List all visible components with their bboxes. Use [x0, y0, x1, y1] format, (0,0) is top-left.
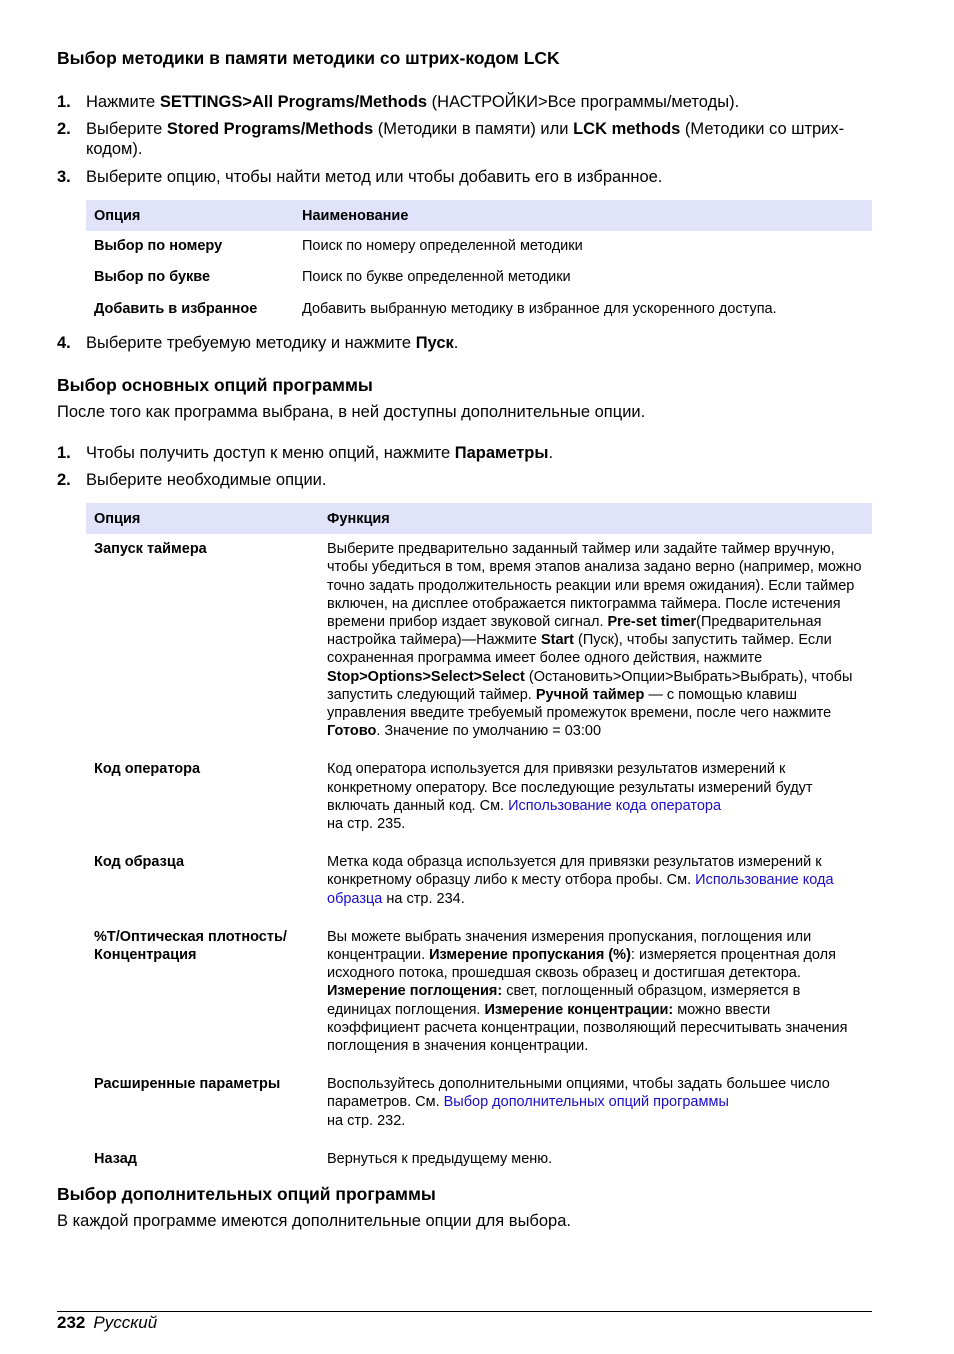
table-header-row: [86, 200, 872, 231]
method-options-table: [86, 200, 872, 325]
operator-code-link[interactable]: Использование кода оператора: [508, 797, 722, 814]
table-header-row: [86, 503, 872, 534]
step-1: 1. Чтобы получить доступ к меню опций, нажмите Параметры.: [57, 444, 554, 462]
step-3: 3. Выберите опцию, чтобы найти метод или чтобы добавить его в избранное.: [57, 168, 663, 186]
advanced-options-link[interactable]: Выбор дополнительных опций программы: [443, 1094, 729, 1111]
section-title-advanced-options: Выбор дополнительных опций программы: [57, 1184, 436, 1204]
step-2: 2. Выберите Stored Programs/Methods (Методики в памяти) или LCK methods (Методики со штрих-кодом).: [57, 120, 845, 158]
page-number: 232: [57, 1313, 86, 1332]
section-title-basic-options: Выбор основных опций программы: [57, 375, 373, 395]
table-row: Код образца Метка кода образца используется для привязки результатов измерений к конкретному образцу либо к месту отбора пробы. См. Использование кода образца на стр. 234.: [94, 854, 834, 907]
step-4: 4. Выберите требуемую методику и нажмите Пуск.: [57, 334, 459, 352]
column-header: Опция: [86, 200, 294, 231]
intro-paragraph: После того как программа выбрана, в ней доступны дополнительные опции.: [57, 403, 646, 421]
table-row: Выбор по номеру Поиск по номеру определенной методики: [94, 238, 583, 255]
table-row: Назад Вернуться к предыдущему меню.: [94, 1150, 553, 1167]
section-title-lck: Выбор методики в памяти методики со штрих-кодом LCK: [57, 48, 560, 68]
table-row: Выбор по букве Поиск по букве определенной методики: [94, 269, 571, 286]
footer-language: Русский: [93, 1313, 158, 1332]
intro-paragraph: В каждой программе имеются дополнительные опции для выбора.: [57, 1212, 571, 1230]
table-row: %T/Оптическая плотность/Концентрация Вы можете выбрать значения измерения пропускания, поглощения или концентрации. Измерение пропускания (%): измеряется процентная доля исходного потока, прошедшая сквозь образец и достигшая детектора. Измерение поглощения: свет, поглощенный образцом, измеряется в единицах поглощения. Измерение концентрации: можно ввести коэффициент расчета концентрации, позволяющий пересчитывать значения поглощения в значения концентрации.: [94, 928, 848, 1055]
column-header: Наименование: [294, 200, 872, 231]
footer-divider: [57, 1311, 872, 1312]
table-row: Код оператора Код оператора используется для привязки результатов измерений к конкретному оператору. Все последующие результаты измерений будут включать данный код. См. Использование кода оператора на стр. 235.: [94, 761, 813, 833]
table-row: Добавить в избранное Добавить выбранную методику в избранное для ускоренного доступа.: [94, 300, 777, 317]
column-header: Функция: [319, 503, 872, 534]
step-1: 1. Нажмите SETTINGS>All Programs/Methods (НАСТРОЙКИ>Все программы/методы).: [57, 93, 740, 111]
table-row: Расширенные параметры Воспользуйтесь дополнительными опциями, чтобы задать большее число параметров. См. Выбор дополнительных опций программы на стр. 232.: [94, 1076, 830, 1129]
step-2: 2. Выберите необходимые опции.: [57, 471, 327, 489]
column-header: Опция: [86, 503, 319, 534]
sample-code-link[interactable]: Использование кода образца: [327, 872, 834, 907]
page-footer: [57, 1313, 157, 1333]
program-options-table: [86, 503, 872, 1182]
table-row: Запуск таймера Выберите предварительно заданный таймер или задайте таймер вручную, чтобы убедиться в том, время этапов анализа задано верно (например, можно точно задать продолжительность реакции или время ожидания). Если таймер включен, на дисплее отображается пиктограмма таймера. После истечения времени прибор издает звуковой сигнал. Pre-set timer(Предварительная настройка таймера)—Нажмите Start (Пуск), чтобы запустить таймер. Если сохраненная программа имеет более одного действия, нажмите Stop>Options>Select>Select (Остановить>Опции>Выбрать>Выбрать), чтобы запустить следующий таймер. Ручной таймер — с помощью клавиш управления введите требуемый промежуток времени, после чего нажмите Готово. Значение по умолчанию = 03:00: [94, 541, 862, 740]
